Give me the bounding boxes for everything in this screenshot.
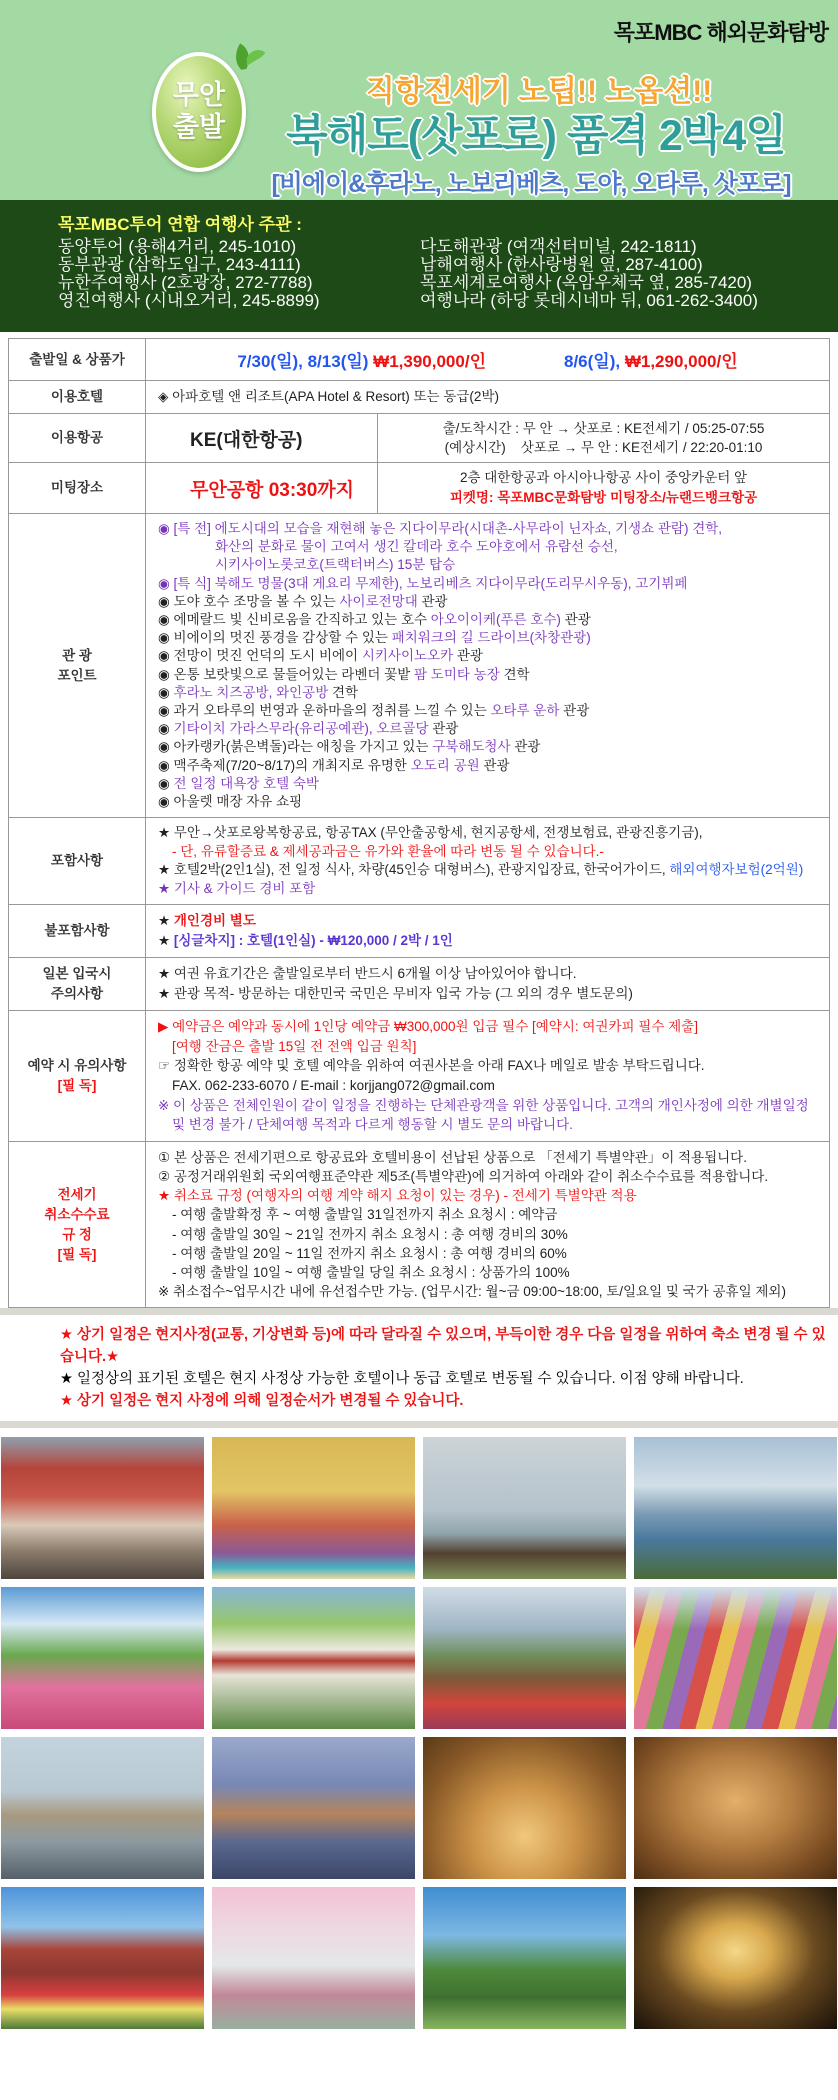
photo-geisha-ninja-show [212, 1437, 415, 1579]
included-item [158, 861, 817, 880]
meeting-details [378, 463, 829, 513]
tour-point-item [158, 538, 817, 556]
row-entry-notes [9, 958, 829, 1011]
flight-time-line [386, 419, 821, 438]
text-segment: ① 본 상품은 전세기편으로 항공료와 호텔비용이 선납된 상품으로 「전세기 특별약관」이 적용됩니다. [158, 1149, 747, 1165]
text-segment: 기타이치 가라스무라(유리공예관), 오르골당 [173, 721, 429, 737]
text-segment: 관광 [510, 739, 541, 755]
included-item [158, 824, 817, 843]
text-segment: ₩1,390,000/인 [373, 352, 486, 371]
included-list [146, 818, 829, 904]
label-line [58, 1245, 97, 1265]
agency-item [420, 274, 758, 292]
text-segment: (예상시간) 삿포로 → 무 안 : KE전세기 / 22:20-01:10 [444, 440, 763, 455]
photo-cherry-blossoms-red-brick-office [212, 1887, 415, 2029]
row-cancellation-policy [9, 1142, 829, 1309]
row-meeting [9, 463, 829, 514]
text-segment: 시키사이노오카 [361, 648, 454, 664]
agency-item [58, 292, 420, 310]
text-segment: - 단, 유류할증료 & 제세공과금은 유가와 환율에 따라 변동 될 수 있습니다.- [172, 843, 604, 859]
photo-sairo-observatory-sign [423, 1437, 626, 1579]
row-label [9, 514, 146, 817]
tour-point-item [158, 666, 817, 684]
booking-note-item [158, 1115, 817, 1135]
booking-note-item [158, 1096, 817, 1116]
price-group-2 [564, 347, 738, 372]
photo-furano-pink-flower-field [1, 1587, 204, 1729]
row-label: 미팅장소 [9, 463, 146, 513]
text-segment: ◉ [158, 721, 174, 737]
text-segment: 관광 [428, 721, 459, 737]
row-excluded [9, 905, 829, 958]
info-table [8, 338, 830, 1308]
tour-point-item [158, 793, 817, 811]
text-segment: 견학 [499, 666, 530, 682]
hotel-line: ◈ 아파호텔 앤 리조트(APA Hotel & Resort) 또는 동급(2박) [158, 389, 499, 404]
tour-points-list [146, 514, 829, 817]
agency-item [420, 256, 758, 274]
label-line [28, 1056, 127, 1076]
tour-point-item [158, 611, 817, 629]
divider-strip-bottom [0, 1421, 838, 1428]
text-segment: ★ 관광 목적- 방문하는 대한민국 국민은 무비자 입국 가능 (그 외의 경우 별도문의) [158, 986, 633, 1002]
footer-notes [0, 1315, 838, 1421]
text-segment: ◉ 도야 호수 조망을 볼 수 있는 [158, 593, 340, 609]
row-label [9, 1011, 146, 1141]
footer-note-line [60, 1368, 828, 1390]
text-segment: ◉ 전망이 멋진 언덕의 도시 비에이 [158, 648, 362, 664]
tour-point-item [158, 629, 817, 647]
photo-former-hokkaido-govt-office-tulips [1, 1887, 204, 2029]
text-segment: 목포세계로여행사 (옥암우체국 옆, 285-7420) [420, 273, 752, 292]
text-segment: 동양투어 (용해4거리, 245-1010) [58, 237, 297, 256]
photo-lake-toya-panorama [634, 1437, 837, 1579]
excluded-list [146, 905, 829, 957]
photo-jidaimura-edo-village-gate [1, 1437, 204, 1579]
photo-otaru-canal-dusk [212, 1737, 415, 1879]
photo-sapporo-clock-tower [212, 1587, 415, 1729]
tour-point-item [158, 647, 817, 665]
cancellation-item [158, 1263, 817, 1282]
meeting-line1: 2층 대한항공과 아시아나항공 사이 중앙카운터 앞 [459, 470, 748, 485]
text-segment: [필 독] [57, 1078, 97, 1094]
text-segment: 개인경비 별도 [173, 913, 256, 929]
cancellation-item [158, 1148, 817, 1167]
text-segment: 포인트 [57, 667, 97, 683]
text-segment: 출/도착시간 : 무 안 → 삿포로 : KE전세기 / 05:25-07:55 [442, 421, 765, 436]
row-label [9, 958, 146, 1010]
agency-columns [58, 238, 838, 310]
hotel-content [146, 381, 829, 413]
text-segment: ★ [158, 933, 174, 949]
photo-straw-robot-statue-flower-garden [423, 1587, 626, 1729]
text-segment: 예약 시 유의사항 [27, 1058, 127, 1074]
text-segment: 영진여행사 (시내오거리, 245-8899) [58, 291, 320, 310]
row-label: 불포함사항 [9, 905, 146, 957]
photo-odori-park-sapporo-tv-tower [423, 1887, 626, 2029]
text-segment: 전세기 [57, 1186, 97, 1202]
text-segment: 관광 [417, 593, 448, 609]
agency-item [420, 238, 758, 256]
text-segment: ★ 여권 유효기간은 출발일로부터 반드시 6개월 이상 남아있어야 합니다. [158, 966, 577, 982]
photo-grid [0, 1428, 838, 2029]
photo-odori-park-night-illumination [634, 1887, 837, 2029]
page-body [0, 332, 838, 1308]
text-segment: 구북해도청사 [432, 739, 511, 755]
brand-title: 목포MBC 해외문화탐방 [613, 20, 828, 45]
tagline: 직항전세기 노팁!! 노옵션!! [365, 75, 713, 108]
row-departure-price [9, 339, 829, 381]
tour-point-item [158, 702, 817, 720]
text-segment: ☞ 정확한 항공 예약 및 호텔 예약을 위하여 여권사본을 아래 FAX나 메일로 발송 부탁드립니다. [158, 1058, 705, 1074]
text-segment: [여행 잔금은 출발 15일 전 전액 입금 원칙] [172, 1038, 417, 1054]
tour-point-item [158, 556, 817, 574]
tour-point-item [158, 575, 817, 593]
text-segment: 동부관광 (삼학도입구, 243-4111) [58, 255, 301, 274]
text-segment: 견학 [328, 684, 359, 700]
text-segment: 및 변경 불가 / 단체여행 목적과 다르게 행동할 시 별도 문의 바랍니다. [172, 1117, 573, 1133]
text-segment: ◉ 과거 오타루의 번영과 운하마을의 정취를 느낄 수 있는 [158, 703, 491, 719]
text-segment: ₩1,290,000/인 [624, 352, 738, 371]
text-segment: 규 정 [62, 1226, 92, 1242]
text-segment: ★ 호텔2박(2인1실), 전 일정 식사, 차량(45인승 대형버스), 관광지입장료, 한국어가이드, [158, 862, 670, 878]
tour-point-item [158, 720, 817, 738]
tour-point-item [158, 684, 817, 702]
row-label: 이용항공 [9, 414, 146, 462]
text-segment: 8/6(일), [564, 352, 625, 371]
text-segment: - 여행 출발일 10일 ~ 여행 출발일 당일 취소 요청시 : 상품가의 100% [172, 1265, 570, 1281]
flight-content [146, 414, 829, 462]
booking-notes-list [146, 1011, 829, 1141]
badge-line2: 출발 [172, 112, 226, 142]
text-segment: 취소수수료 [44, 1206, 110, 1222]
text-segment: FAX. 062-233-6070 / E-mail : korjjang072@gmail.com [172, 1078, 495, 1094]
text-segment: 남해여행사 (한사랑병원 옆, 287-4100) [420, 255, 703, 274]
page-title: 북해도(삿포로) 품격 2박4일 [286, 112, 786, 160]
row-label [9, 1142, 146, 1308]
label-line [43, 964, 112, 984]
badge-line1: 무안 [172, 80, 226, 111]
text-segment: [싱글차지] : 호텔(1인실) - ₩120,000 / 2박 / 1인 [173, 933, 453, 949]
excluded-item [158, 911, 817, 931]
meeting-line2: 피켓명: 목포MBC문화탐방 미팅장소/뉴랜드뱅크항공 [449, 490, 758, 505]
text-segment: 후라노 치즈공방, 와인공방 [173, 684, 329, 700]
cancellation-item [158, 1244, 817, 1263]
tour-point-item [158, 775, 817, 793]
tour-point-item [158, 757, 817, 775]
agency-list-left [58, 238, 420, 310]
entry-note-item [158, 984, 817, 1004]
text-segment: 뉴한주여행사 (2호광장, 272-7788) [58, 273, 313, 292]
label-line [62, 1225, 92, 1245]
text-segment: ◉ [158, 684, 174, 700]
photo-kitaichi-glass-shop-interior [634, 1737, 837, 1879]
text-segment: 시키사이노롯코호(트랙터버스) 15분 탑승 [215, 557, 456, 573]
text-segment: 주의사항 [50, 986, 104, 1002]
text-segment: 아오이이케(푸른 호수) [430, 612, 561, 628]
cancellation-item [158, 1186, 817, 1205]
text-segment: 오도리 공원 [410, 757, 480, 773]
agency-item [420, 292, 758, 310]
text-segment: ◉ 에메랄드 빛 신비로움을 간직하고 있는 호수 [158, 612, 431, 628]
footer-note-line [60, 1324, 828, 1368]
text-segment: 다도해관광 (여객선터미널, 242-1811) [420, 237, 697, 256]
agency-box-title: 목포MBC투어 연합 여행사 주관 : [58, 215, 302, 234]
agency-box [0, 200, 838, 332]
included-item [158, 843, 817, 862]
text-segment: 7/30(일), 8/13(일) [237, 352, 374, 371]
row-hotel [9, 381, 829, 414]
label-line [62, 646, 92, 666]
meeting-content [146, 463, 829, 513]
text-segment: 관광 [479, 757, 510, 773]
row-included [9, 818, 829, 905]
text-segment: 패치워크의 길 드라이브(차창관광) [391, 630, 591, 646]
text-segment: 여행나라 (하당 롯데시네마 뒤, 061-262-3400) [420, 291, 758, 310]
text-segment: ★ [158, 913, 174, 929]
text-segment: ◉ [특 식] 북해도 명물(3대 게요리 무제한), 노보리베츠 지다이무라(도리무시우동), 고기뷔페 [158, 575, 688, 591]
booking-note-item [158, 1017, 817, 1037]
text-segment: ◉ [특 전] 에도시대의 모습을 재현해 놓은 지다이무라(시대촌-사무라이 닌자쇼, 기생쇼 관람) 견학, [158, 521, 723, 536]
text-segment: [필 독] [57, 1246, 97, 1262]
label-line [44, 1205, 109, 1225]
row-tour-points [9, 514, 829, 818]
agency-item [58, 256, 420, 274]
text-segment: 관광 [453, 648, 483, 664]
text-segment: ◉ [158, 775, 174, 791]
text-segment: 전 일정 대욕장 호텔 숙박 [173, 775, 319, 791]
text-segment: ★ 취소료 규정 (여행자의 여행 계약 해지 요청이 있는 경우) - 전세기 특별약관 적용 [158, 1188, 637, 1204]
text-segment: 해외여행자보험(2억원) [669, 862, 804, 878]
included-item [158, 880, 817, 899]
divider-strip-top [0, 1308, 838, 1315]
label-line [51, 984, 103, 1004]
text-segment: ※ 취소접수~업무시간 내에 유선접수만 가능. (업무시간: 월~금 09:00~18:00, 토/일요일 및 국가 공휴일 제외) [158, 1284, 786, 1300]
tour-point-item [158, 593, 817, 611]
header [0, 0, 838, 200]
footer-note-line [60, 1390, 828, 1412]
row-label: 출발일 & 상품가 [9, 339, 146, 380]
text-segment: ◉ 온통 보랏빛으로 물들어있는 라벤더 꽃밭 [158, 666, 414, 682]
row-flight [9, 414, 829, 463]
tour-point-item [158, 738, 817, 756]
text-segment: 오타루 운하 [490, 703, 560, 719]
label-line [57, 666, 96, 686]
text-segment: - 여행 출발확정 후 ~ 여행 출발일 31일전까지 취소 요청시 : 예약금 [172, 1207, 558, 1223]
cancellation-item [158, 1167, 817, 1186]
meeting-place: 무안공항 03:30까지 [146, 463, 378, 513]
text-segment: 관광 [559, 703, 590, 719]
agency-item [58, 238, 420, 256]
text-segment: ◉ 비에이의 멋진 풍경을 감상할 수 있는 [158, 630, 392, 646]
text-segment: ◉ 아울렛 매장 자유 쇼핑 [158, 794, 303, 810]
photo-otaru-canal-daytime [1, 1737, 204, 1879]
text-segment: 팜 도미타 농장 [413, 666, 500, 682]
text-segment: ② 공정거래위원회 국외여행표준약관 제5조(특별약관)에 의거하여 아래와 같이 취소수수료를 적용합니다. [158, 1169, 769, 1185]
text-segment: ★ 무안→삿포로왕복항공료, 항공TAX (무안출공항세, 현지공항세, 전쟁보험료, 관광진흥기금), [158, 825, 703, 841]
text-segment: 사이로전망대 [339, 593, 418, 609]
flight-time-line [386, 438, 821, 457]
row-label: 이용호텔 [9, 381, 146, 413]
text-segment: 화산의 분화로 물이 고여서 생긴 칼데라 호수 도야호에서 유람선 승선, [215, 539, 618, 555]
text-segment: ◉ 아카랭카(붉은벽돌)라는 애칭을 가지고 있는 [158, 739, 433, 755]
photo-shikisai-no-oka-rainbow-fields [634, 1587, 837, 1729]
departure-price-content [146, 339, 829, 380]
booking-note-item [158, 1037, 817, 1057]
booking-note-item [158, 1076, 817, 1096]
text-segment: ◉ 맥주축제(7/20~8/17)의 개최지로 유명한 [158, 757, 411, 773]
text-segment: ▶ 예약금은 예약과 동시에 1인당 예약금 ₩300,000원 입금 필수 [예약시: 여권카피 필수 제출] [158, 1019, 698, 1035]
label-line [58, 1076, 97, 1096]
entry-notes-list [146, 958, 829, 1010]
cancellation-item [158, 1225, 817, 1244]
text-segment: - 여행 출발일 30일 ~ 21일 전까지 취소 요청시 : 총 여행 경비의 30% [172, 1226, 568, 1242]
text-segment: ★ 기사 & 가이드 경비 포함 [158, 880, 316, 896]
flight-times [378, 414, 829, 462]
excluded-item [158, 931, 817, 951]
text-segment: 관 광 [62, 647, 92, 663]
flight-carrier: KE(대한항공) [146, 414, 378, 462]
tour-point-item [158, 520, 817, 538]
booking-note-item [158, 1056, 817, 1076]
page-subtitle: [비에이&후라노, 노보리베츠, 도야, 오타루, 삿포로] [271, 170, 791, 198]
agency-list-right [420, 238, 758, 310]
price-group-1 [237, 347, 486, 372]
text-segment: ★ 상기 일정은 현지사정(교통, 기상변화 등)에 따라 달라질 수 있으며, 부득이한 경우 다음 일정을 위하여 축소 변경 될 수 있습니다.★ [60, 1327, 826, 1366]
cancellation-item [158, 1205, 817, 1224]
text-segment: 관광 [560, 612, 591, 628]
text-segment: 일본 입국시 [42, 966, 112, 982]
text-segment: ★ 상기 일정은 현지 사정에 의해 일정순서가 변경될 수 있습니다. [60, 1393, 464, 1410]
text-segment: - 여행 출발일 20일 ~ 11일 전까지 취소 요청시 : 총 여행 경비의 60% [172, 1245, 567, 1261]
text-segment: ★ 일정상의 표기된 호텔은 현지 사정상 가능한 호텔이나 동급 호텔로 변동될 수 있습니다. 이점 양해 바랍니다. [60, 1371, 744, 1388]
photo-music-box-museum-interior [423, 1737, 626, 1879]
entry-note-item [158, 964, 817, 984]
text-segment: ※ 이 상품은 전체인원이 같이 일정을 진행하는 단체관광객을 위한 상품입니다. 고객의 개인사정에 의한 개별일정 [158, 1097, 809, 1113]
cancellation-list [146, 1142, 829, 1308]
row-label: 포함사항 [9, 818, 146, 904]
agency-item [58, 274, 420, 292]
label-line [57, 1185, 96, 1205]
row-booking-notes [9, 1011, 829, 1142]
cancellation-item [158, 1282, 817, 1301]
